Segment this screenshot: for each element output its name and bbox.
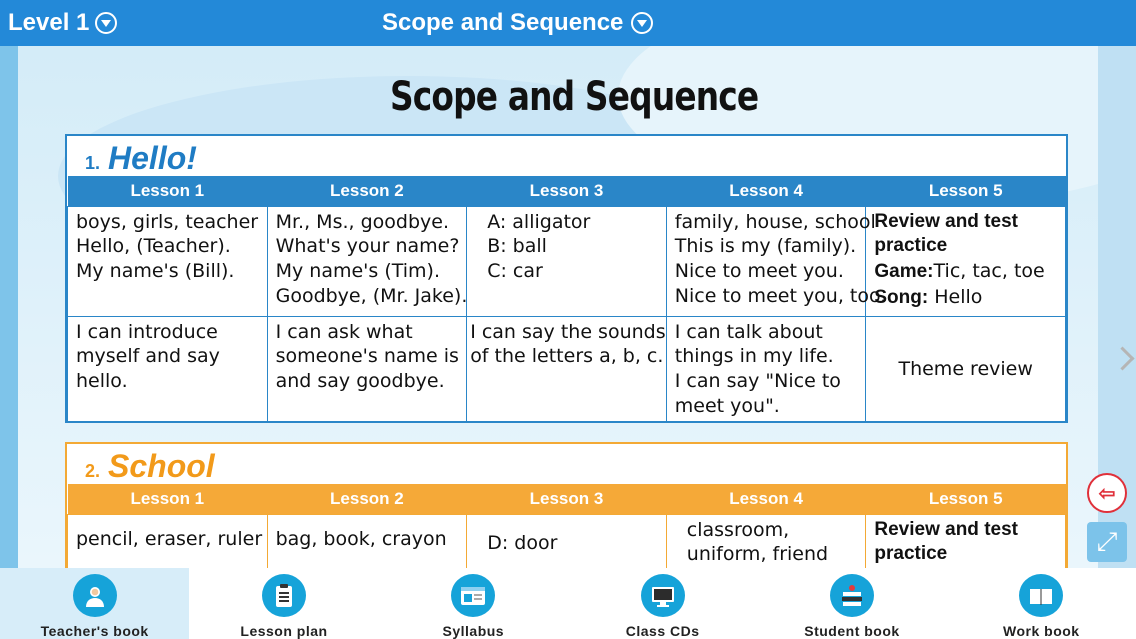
review-label: Review and test practice (874, 210, 1018, 257)
unit-header (67, 136, 1066, 176)
bottom-nav (0, 568, 1136, 639)
table-cell (467, 206, 667, 316)
table-row (68, 206, 1066, 316)
cell-line: I can talk about (674, 320, 823, 343)
nav-work-book[interactable] (947, 568, 1136, 639)
books-icon (830, 574, 874, 617)
page-viewer[interactable] (0, 46, 1136, 568)
table-header-row (68, 484, 1066, 514)
next-page-arrow-icon[interactable] (1114, 346, 1130, 376)
document-title: Scope and Sequence (390, 74, 759, 120)
table-cell (866, 206, 1066, 316)
review-label: Review and test practice (874, 518, 1018, 565)
lesson-header: Lesson 4 (666, 484, 866, 514)
cell-line: meet you". (674, 394, 780, 417)
cell-line: of the letters a, b, c. (470, 345, 664, 368)
cell-line: and say goodbye. (275, 369, 445, 392)
table-row (68, 514, 1066, 568)
nav-teachers-book[interactable] (0, 568, 189, 639)
nav-label: Teacher's book (40, 623, 149, 639)
cell-line: Nice to meet you. (674, 259, 844, 282)
cell-line: Mr., Ms., goodbye. (275, 210, 449, 233)
table-cell (68, 316, 268, 422)
unit-school (65, 442, 1068, 568)
clipboard-icon (262, 574, 306, 617)
cell-line: hello. (76, 369, 128, 392)
nav-label: Syllabus (442, 623, 505, 639)
unit-hello (65, 134, 1068, 423)
lesson-header: Lesson 1 (68, 484, 268, 514)
table-cell (866, 514, 1066, 568)
cell-line: things in my life. (674, 345, 834, 368)
exit-icon: ⇦ (1098, 482, 1116, 505)
level-label: Level 1 (8, 9, 90, 36)
song-value: Hello (934, 285, 983, 308)
lesson-header: Lesson 2 (267, 484, 467, 514)
cell-line: D: door (487, 531, 558, 554)
table-cell (267, 316, 467, 422)
table-cell (267, 206, 467, 316)
cell-line: family, house, school (674, 210, 876, 233)
unit-name: Hello! (108, 140, 197, 176)
table-cell (866, 316, 1066, 422)
cell-line: classroom, (686, 518, 790, 541)
chevron-down-icon[interactable] (95, 12, 117, 34)
song-label: Song: (874, 286, 929, 308)
cell-line: B: ball (487, 235, 547, 258)
lesson-table (67, 176, 1066, 423)
cell-line: bag, book, crayon (275, 527, 447, 550)
fullscreen-button[interactable] (1087, 522, 1127, 562)
table-cell (666, 206, 887, 316)
cell-line: I can ask what (275, 320, 413, 343)
nav-label: Work book (1003, 623, 1080, 639)
unit-number: 1. (85, 153, 101, 173)
section-selector[interactable] (382, 9, 653, 37)
section-title: Scope and Sequence (382, 9, 624, 36)
syllabus-icon (451, 574, 495, 617)
table-cell (68, 206, 268, 316)
lesson-header: Lesson 4 (666, 176, 866, 206)
game-value: Tic, tac, toe (933, 259, 1045, 282)
cell-line: myself and say (76, 345, 220, 368)
cell-line: My name's (Tim). (275, 259, 440, 282)
cell-line: uniform, friend (686, 543, 829, 566)
lesson-table (67, 484, 1066, 568)
song-line (874, 285, 1057, 311)
nav-label: Student book (804, 623, 900, 639)
table-cell (68, 514, 268, 568)
chevron-down-icon[interactable] (631, 12, 653, 34)
lesson-header: Lesson 3 (467, 176, 667, 206)
cell-line: boys, girls, teacher (76, 210, 259, 233)
level-selector[interactable] (8, 9, 117, 37)
top-bar (0, 0, 1136, 46)
cell-line: Theme review (898, 357, 1033, 380)
nav-lesson-plan[interactable] (189, 568, 378, 639)
lesson-header: Lesson 2 (267, 176, 467, 206)
unit-name: School (108, 448, 215, 484)
cell-line: C: car (487, 259, 543, 282)
nav-label: Class CDs (625, 623, 700, 639)
lesson-header: Lesson 5 (866, 484, 1066, 514)
table-row (68, 316, 1066, 422)
lesson-header: Lesson 1 (68, 176, 268, 206)
cell-line: What's your name? (275, 235, 460, 258)
lesson-header: Lesson 3 (467, 484, 667, 514)
cell-line: My name's (Bill). (76, 259, 235, 282)
cell-line: I can introduce (76, 320, 218, 343)
teacher-icon (73, 574, 117, 617)
nav-label: Lesson plan (240, 623, 328, 639)
open-book-icon (1019, 574, 1063, 617)
cell-line: pencil, eraser, ruler (76, 527, 263, 550)
cell-line: Goodbye, (Mr. Jake). (275, 284, 468, 307)
table-cell (467, 514, 667, 568)
cell-line: Hello, (Teacher). (76, 235, 231, 258)
monitor-icon (641, 574, 685, 617)
lesson-header: Lesson 5 (866, 176, 1066, 206)
table-cell (666, 316, 866, 422)
table-header-row (68, 176, 1066, 206)
cell-line: someone's name is (275, 345, 459, 368)
table-cell (267, 514, 467, 568)
table-cell (467, 316, 667, 422)
cell-line: I can say the sounds (470, 320, 666, 343)
nav-syllabus[interactable] (379, 568, 568, 639)
exit-button[interactable] (1087, 473, 1127, 513)
cell-line: A: alligator (487, 210, 591, 233)
cell-line: Nice to meet you, too. (674, 284, 887, 307)
game-label: Game: (874, 260, 934, 282)
unit-header (67, 444, 1066, 484)
page-edge (0, 46, 18, 568)
nav-class-cds[interactable] (568, 568, 757, 639)
nav-student-book[interactable] (757, 568, 946, 639)
cell-line: This is my (family). (674, 235, 857, 258)
document-page (18, 46, 1098, 568)
game-line (874, 259, 1057, 285)
cell-line: I can say "Nice to (674, 369, 841, 392)
fullscreen-icon: ⤢ (1096, 526, 1118, 556)
table-cell (666, 514, 866, 568)
unit-number: 2. (85, 461, 101, 481)
